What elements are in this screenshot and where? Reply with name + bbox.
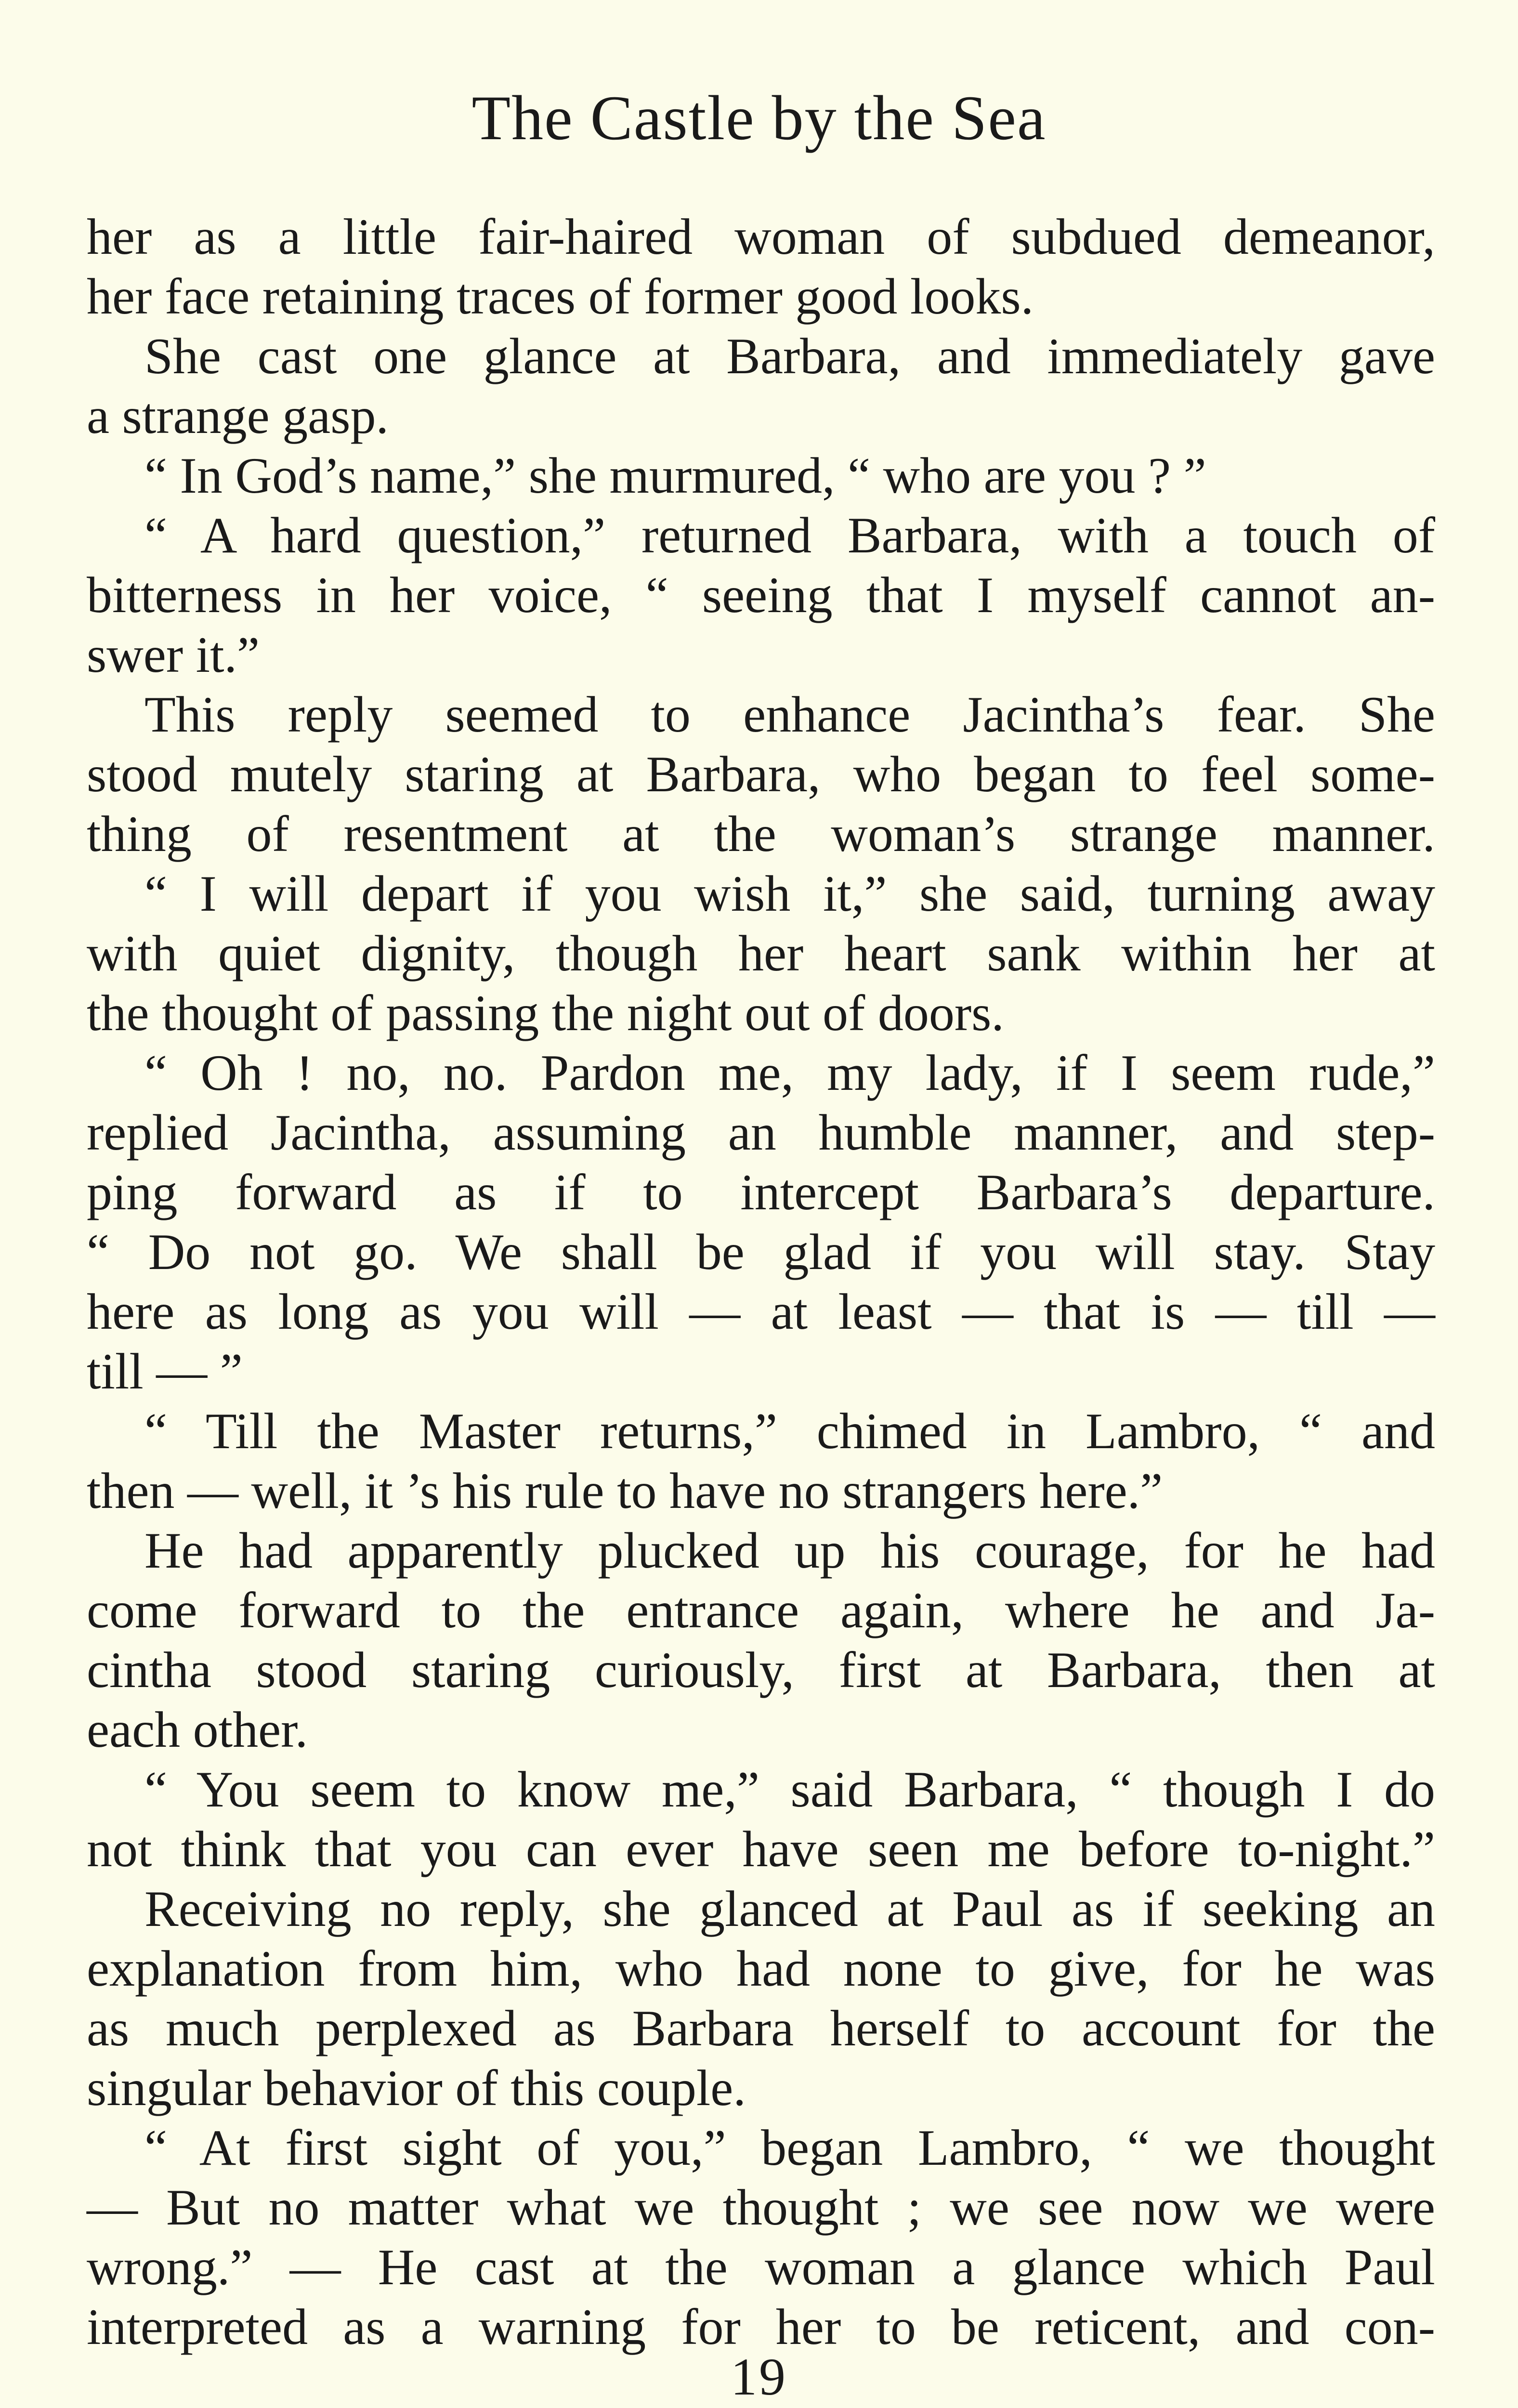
text-line: her face retaining traces of former good looks. [87, 268, 1034, 325]
text-line: interpreted as a warning for her to be reticent, and con- [87, 2299, 1435, 2355]
text-line: swer it.” [87, 627, 260, 683]
text-line: Receiving no reply, she glanced at Paul as if seeking an [144, 1881, 1435, 1937]
text-line: each other. [87, 1701, 308, 1758]
text-line: He had apparently plucked up his courage, for he had [144, 1522, 1435, 1579]
text-line: “ A hard question,” returned Barbara, with a touch of [144, 507, 1435, 563]
text-line: singular behavior of this couple. [87, 2060, 746, 2116]
text-line: stood mutely staring at Barbara, who began to feel some- [87, 746, 1435, 802]
text-line: replied Jacintha, assuming an humble manner, and step- [87, 1104, 1435, 1161]
text-line: This reply seemed to enhance Jacintha’s fear. She [144, 686, 1435, 743]
text-line: here as long as you will — at least — that is — till — [87, 1283, 1435, 1340]
text-line: “ I will depart if you wish it,” she said, turning away [144, 865, 1435, 922]
running-head: The Castle by the Sea [471, 82, 1047, 153]
text-line: not think that you can ever have seen me before to-night.” [87, 1821, 1435, 1877]
text-line: her as a little fair-haired woman of subdued demeanor, [87, 209, 1435, 265]
text-line: a strange gasp. [87, 388, 389, 444]
text-line: explanation from him, who had none to give, for he was [87, 1940, 1435, 1997]
text-line: the thought of passing the night out of doors. [87, 985, 1004, 1041]
text-line: ping forward as if to intercept Barbara’s departure. [87, 1164, 1435, 1220]
text-line: till — ” [87, 1343, 243, 1400]
text-line: “ At first sight of you,” began Lambro, “ we thought [144, 2120, 1435, 2176]
page-number: 19 [731, 2347, 787, 2406]
text-line: “ Do not go. We shall be glad if you will stay. Stay [87, 1224, 1435, 1280]
text-line: as much perplexed as Barbara herself to account for the [87, 2000, 1435, 2056]
text-line: — But no matter what we thought ; we see now we were [87, 2179, 1435, 2236]
body-text [87, 207, 1435, 2357]
text-line: wrong.” — He cast at the woman a glance which Paul [87, 2239, 1435, 2295]
text-line: “ Oh ! no, no. Pardon me, my lady, if I seem rude,” [144, 1045, 1435, 1101]
text-line: bitterness in her voice, “ seeing that I myself cannot an- [87, 567, 1435, 623]
text-line: come forward to the entrance again, where he and Ja- [87, 1582, 1435, 1638]
text-line: cintha stood staring curiously, first at Barbara, then at [87, 1642, 1435, 1698]
text-line: with quiet dignity, though her heart sank within her at [87, 925, 1435, 982]
text-line: She cast one glance at Barbara, and immediately gave [144, 328, 1435, 384]
text-line: “ You seem to know me,” said Barbara, “ though I do [144, 1761, 1435, 1818]
text-line: thing of resentment at the woman’s strange manner. [87, 806, 1435, 862]
text-line: “ In God’s name,” she murmured, “ who are you ? ” [144, 447, 1206, 504]
text-line: then — well, it ’s his rule to have no strangers here.” [87, 1463, 1163, 1519]
text-line: “ Till the Master returns,” chimed in Lambro, “ and [144, 1403, 1435, 1459]
